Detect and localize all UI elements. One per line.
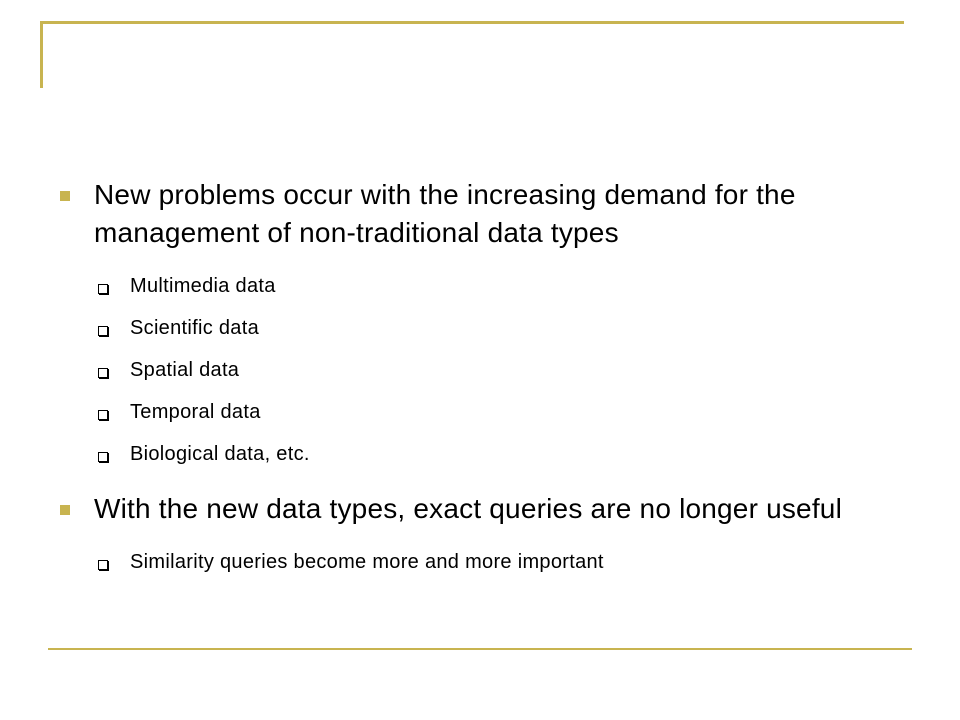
sub-bullet-text: Temporal data: [130, 401, 261, 423]
bullet-text: New problems occur with the increasing demand for the management of non-traditional data types: [94, 179, 796, 248]
sub-bullet-spatial: [96, 356, 920, 384]
slide-body: [60, 176, 920, 576]
frame-left-rule: [40, 21, 43, 88]
bullet-text: With the new data types, exact queries are no longer useful: [94, 493, 843, 524]
hollow-square-bullet-icon: [98, 368, 108, 378]
hollow-square-bullet-icon: [98, 452, 108, 462]
sub-bullet-text: Scientific data: [130, 317, 260, 339]
frame-top-rule: [40, 21, 904, 24]
sub-bullet-text: Multimedia data: [130, 275, 276, 297]
hollow-square-bullet-icon: [98, 560, 108, 570]
sub-bullet-scientific: [96, 314, 920, 342]
square-bullet-icon: [60, 191, 70, 201]
frame-bottom-rule: [48, 648, 912, 650]
hollow-square-bullet-icon: [98, 284, 108, 294]
sub-bullet-text: Biological data, etc.: [130, 443, 310, 465]
bullet-new-data-types: [60, 490, 920, 528]
sub-bullet-biological: [96, 440, 920, 468]
hollow-square-bullet-icon: [98, 410, 108, 420]
sub-bullet-multimedia: [96, 272, 920, 300]
sub-bullet-text: Similarity queries become more and more important: [130, 551, 604, 573]
sub-bullet-temporal: [96, 398, 920, 426]
sub-bullet-similarity: [96, 548, 920, 576]
square-bullet-icon: [60, 505, 70, 515]
bullet-new-problems: [60, 176, 920, 252]
sub-bullet-text: Spatial data: [130, 359, 240, 381]
hollow-square-bullet-icon: [98, 326, 108, 336]
